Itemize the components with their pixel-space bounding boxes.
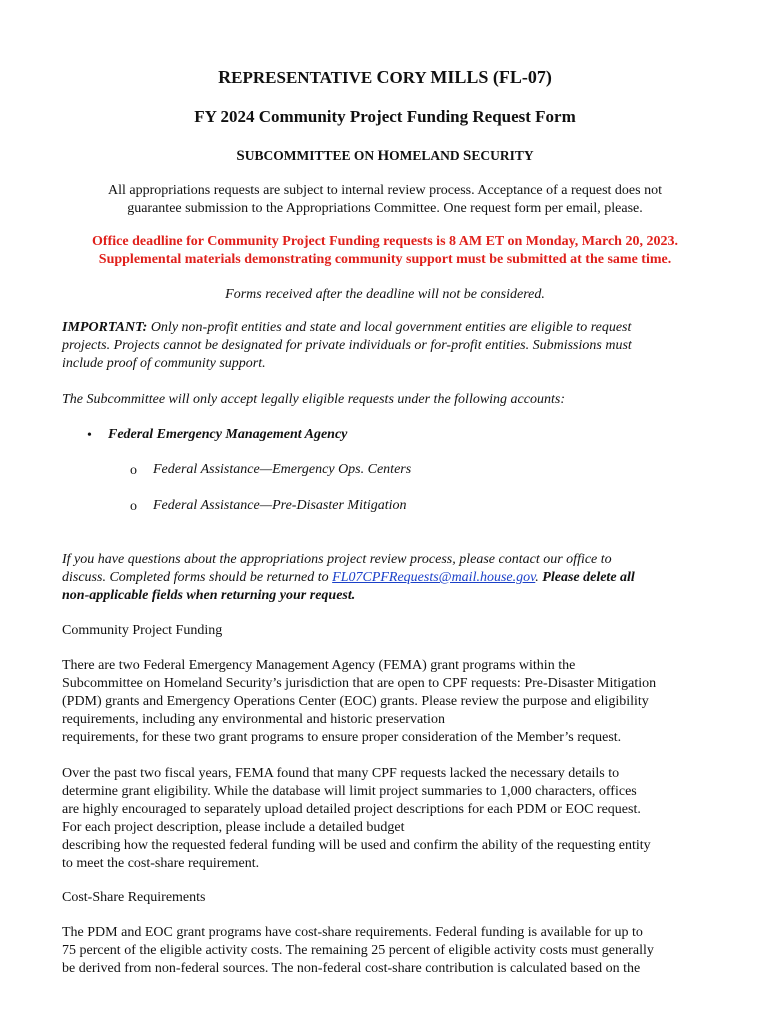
representative-title: REPRESENTATIVE CORY MILLS (FL-07) — [218, 67, 552, 87]
late-notice: Forms received after the deadline will not be considered. — [225, 287, 545, 302]
section-heading-cost-share: Cost-Share Requirements — [62, 890, 206, 905]
form-title: FY 2024 Community Project Funding Request Form — [194, 107, 576, 126]
cost-share-paragraph: The PDM and EOC grant programs have cost-share requirements. Federal funding is available for up to 75 percent of the eligible activity costs. The remaining 25 percent of eligible activity costs must generally be derived from non-federal sources. The non-federal cost-share contribution is calculated based on the — [62, 925, 654, 976]
deadline-notice: Office deadline for Community Project Funding requests is 8 AM ET on Monday, March 20, 2023. Supplemental materials demonstrating community support must be submitted at the same time. — [92, 234, 678, 267]
email-link[interactable]: FL07CPFRequests@mail.house.gov — [332, 570, 536, 585]
subcommittee-title: SUBCOMMITTEE ON HOMELAND SECURITY — [236, 148, 534, 164]
intro-paragraph: All appropriations requests are subject to internal review process. Acceptance of a request does not guarantee submission to the Appropriations Committee. One request form per email, please. — [108, 183, 662, 216]
bullet-icon: • — [87, 428, 92, 443]
sub-bullet-icon: o — [130, 499, 137, 514]
cpf-paragraph-2: Over the past two fiscal years, FEMA found that many CPF requests lacked the necessary details to determine grant eligibility. While the database will limit project summaries to 1,000 characters, offices are highly encouraged to separately upload detailed project descriptions for each PDM or EOC request. For each project description, please include a detailed budget describing how the requested federal funding will be used and confirm the ability of the requesting entity to meet the cost-share requirement. — [62, 766, 651, 871]
list-item-account: Federal Assistance—Emergency Ops. Centers — [153, 462, 412, 477]
cpf-paragraph-1: There are two Federal Emergency Management Agency (FEMA) grant programs within the Subcommittee on Homeland Security’s jurisdiction that are open to CPF requests: Pre-Disaster Mitigation (PDM) grants and Emergency Operations Center (EOC) grants. Please review the purpose and eligibility requirements, including any environmental and historic preservation requirements, for these two grant programs to ensure proper consideration of the Member’s request. — [62, 658, 657, 745]
section-heading-cpf: Community Project Funding — [62, 623, 223, 638]
accounts-intro: The Subcommittee will only accept legally eligible requests under the following accounts: — [62, 392, 565, 407]
contact-paragraph: If you have questions about the appropriations project review process, please contact our office to discuss. Completed forms should be returned to FL07CPFRequests@mail.house.gov. Please delete all non-applicable fields when returning your request. — [62, 552, 635, 603]
list-item-agency: Federal Emergency Management Agency — [108, 427, 348, 442]
important-paragraph: IMPORTANT: Only non-profit entities and state and local government entities are eligible to request projects. Projects cannot be designated for private individuals or for-profit entities. Submissions must include proof of community support. — [62, 320, 632, 371]
list-item-account: Federal Assistance—Pre-Disaster Mitigation — [153, 498, 407, 513]
sub-bullet-icon: o — [130, 463, 137, 478]
important-label: IMPORTANT: — [62, 320, 148, 335]
